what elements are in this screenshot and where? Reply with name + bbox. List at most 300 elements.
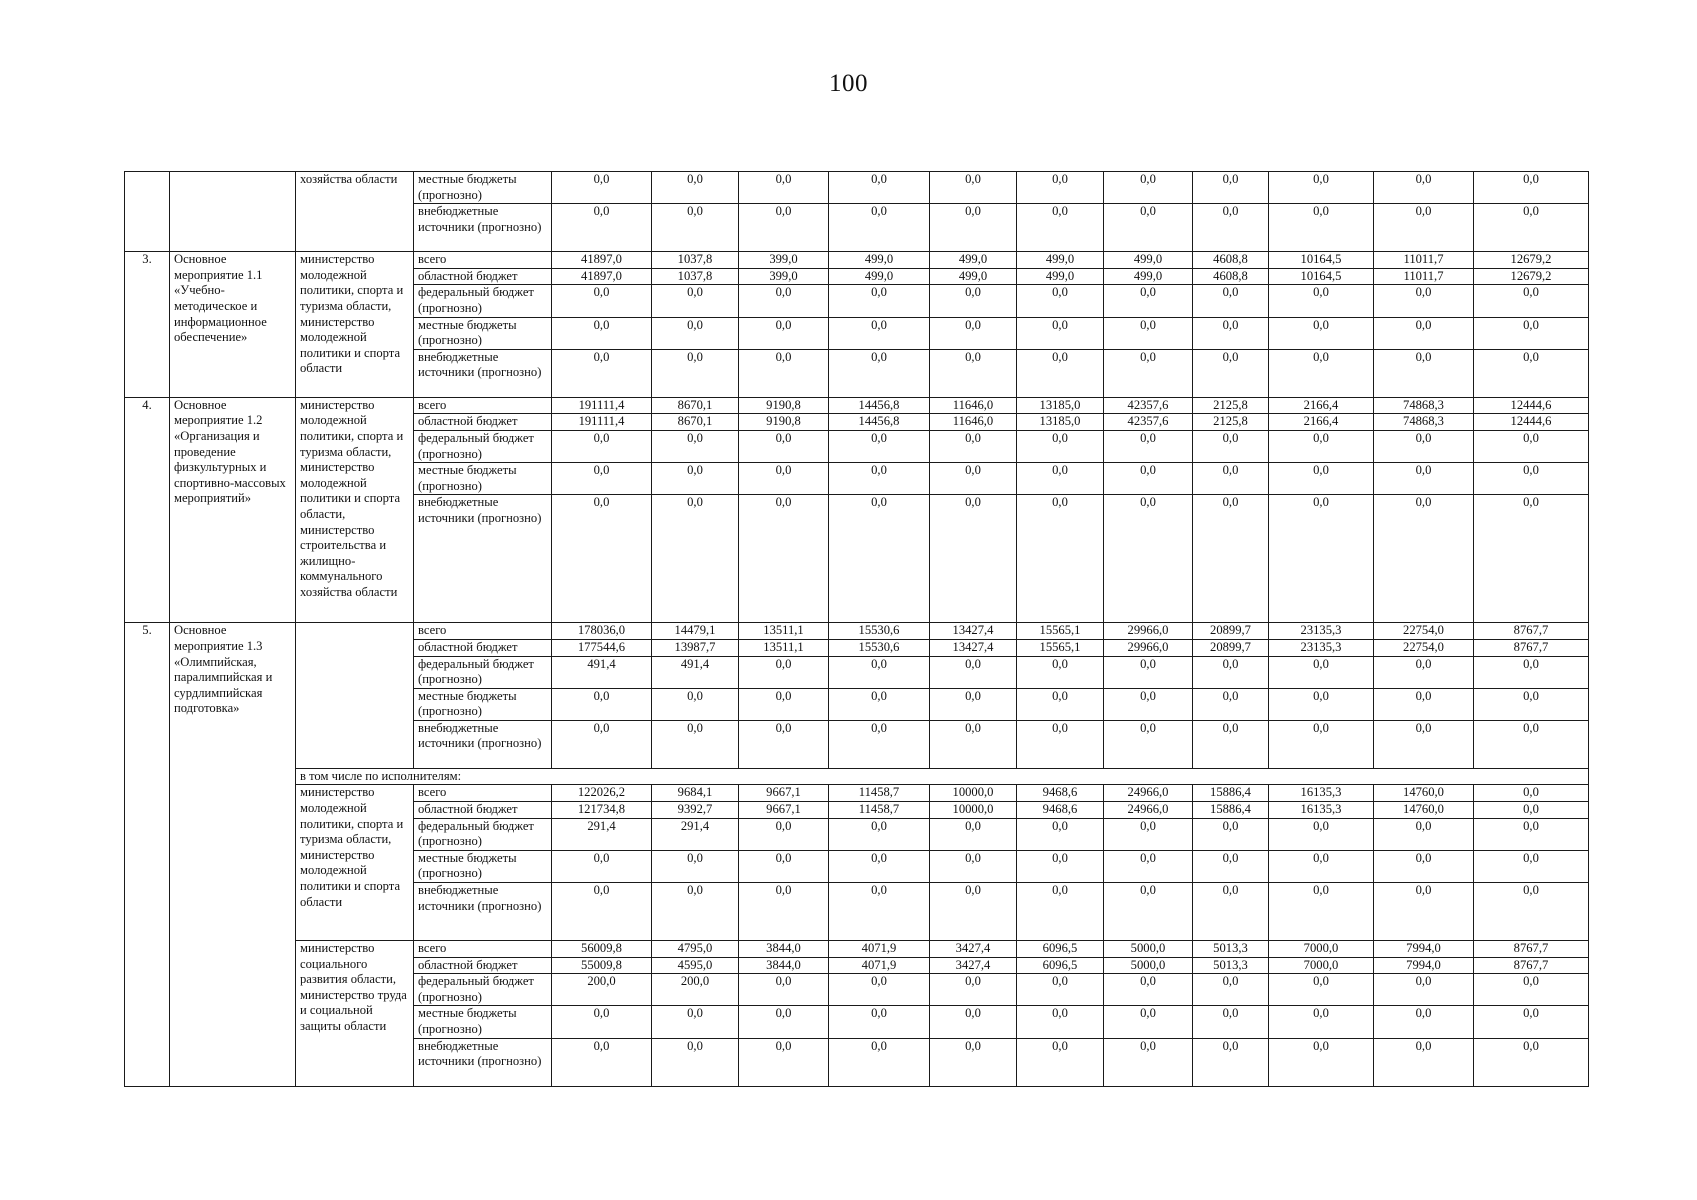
value-cell: 0,0 <box>1017 883 1104 941</box>
value-cell: 177544,6 <box>552 639 652 656</box>
funding-source: местные бюджеты (прогнозно) <box>414 1006 552 1038</box>
value-cell: 0,0 <box>1474 850 1589 882</box>
value-cell: 14760,0 <box>1374 802 1474 819</box>
executor-name <box>296 623 414 769</box>
value-cell: 0,0 <box>1374 1006 1474 1038</box>
value-cell: 15530,6 <box>829 639 930 656</box>
value-cell: 0,0 <box>1193 720 1269 768</box>
value-cell: 0,0 <box>930 883 1017 941</box>
value-cell: 0,0 <box>739 204 829 252</box>
value-cell: 0,0 <box>739 317 829 349</box>
value-cell: 0,0 <box>1193 285 1269 317</box>
value-cell: 191111,4 <box>552 414 652 431</box>
value-cell: 15565,1 <box>1017 623 1104 640</box>
value-cell: 291,4 <box>552 818 652 850</box>
value-cell: 1037,8 <box>652 268 739 285</box>
value-cell: 499,0 <box>930 268 1017 285</box>
table-row <box>125 785 1589 802</box>
value-cell: 200,0 <box>552 974 652 1006</box>
value-cell: 56009,8 <box>552 941 652 958</box>
value-cell: 0,0 <box>1269 495 1374 623</box>
value-cell: 0,0 <box>1269 720 1374 768</box>
value-cell: 4071,9 <box>829 957 930 974</box>
value-cell: 8767,7 <box>1474 639 1589 656</box>
value-cell: 2166,4 <box>1269 414 1374 431</box>
table-row <box>125 172 1589 204</box>
value-cell: 12444,6 <box>1474 414 1589 431</box>
value-cell: 0,0 <box>1104 974 1193 1006</box>
value-cell: 0,0 <box>1104 1006 1193 1038</box>
value-cell: 0,0 <box>1269 172 1374 204</box>
value-cell: 0,0 <box>652 430 739 462</box>
value-cell: 55009,8 <box>552 957 652 974</box>
funding-source: местные бюджеты (прогнозно) <box>414 172 552 204</box>
value-cell: 0,0 <box>1269 883 1374 941</box>
value-cell: 5000,0 <box>1104 941 1193 958</box>
value-cell: 122026,2 <box>552 785 652 802</box>
value-cell: 5013,3 <box>1193 941 1269 958</box>
page-number: 100 <box>829 70 868 97</box>
value-cell: 3844,0 <box>739 941 829 958</box>
funding-source: местные бюджеты (прогнозно) <box>414 850 552 882</box>
value-cell: 0,0 <box>829 204 930 252</box>
value-cell: 3844,0 <box>739 957 829 974</box>
value-cell: 3427,4 <box>930 941 1017 958</box>
value-cell: 12679,2 <box>1474 252 1589 269</box>
value-cell: 23135,3 <box>1269 639 1374 656</box>
value-cell: 9468,6 <box>1017 785 1104 802</box>
value-cell: 0,0 <box>739 850 829 882</box>
value-cell: 0,0 <box>1269 688 1374 720</box>
value-cell: 13185,0 <box>1017 397 1104 414</box>
value-cell: 0,0 <box>930 495 1017 623</box>
funding-source: внебюджетные источники (прогнозно) <box>414 495 552 623</box>
value-cell: 5000,0 <box>1104 957 1193 974</box>
value-cell: 0,0 <box>1474 802 1589 819</box>
value-cell: 0,0 <box>652 285 739 317</box>
value-cell: 0,0 <box>1104 1038 1193 1086</box>
value-cell: 0,0 <box>930 850 1017 882</box>
value-cell: 499,0 <box>1104 268 1193 285</box>
value-cell: 0,0 <box>739 172 829 204</box>
value-cell: 0,0 <box>552 317 652 349</box>
value-cell: 15565,1 <box>1017 639 1104 656</box>
funding-source: областной бюджет <box>414 268 552 285</box>
value-cell: 0,0 <box>1474 463 1589 495</box>
value-cell: 0,0 <box>1193 850 1269 882</box>
value-cell: 7994,0 <box>1374 941 1474 958</box>
value-cell: 9667,1 <box>739 785 829 802</box>
value-cell: 399,0 <box>739 252 829 269</box>
value-cell: 499,0 <box>1104 252 1193 269</box>
funding-source: внебюджетные источники (прогнозно) <box>414 883 552 941</box>
value-cell: 0,0 <box>1474 285 1589 317</box>
funding-source: внебюджетные источники (прогнозно) <box>414 1038 552 1086</box>
funding-source: внебюджетные источники (прогнозно) <box>414 204 552 252</box>
value-cell: 0,0 <box>1017 974 1104 1006</box>
value-cell: 16135,3 <box>1269 802 1374 819</box>
value-cell: 499,0 <box>930 252 1017 269</box>
funding-source: местные бюджеты (прогнозно) <box>414 463 552 495</box>
value-cell: 0,0 <box>1104 656 1193 688</box>
value-cell: 4595,0 <box>652 957 739 974</box>
value-cell: 0,0 <box>1374 883 1474 941</box>
value-cell: 0,0 <box>1474 883 1589 941</box>
table-row <box>125 941 1589 958</box>
funding-source: федеральный бюджет (прогнозно) <box>414 285 552 317</box>
value-cell: 0,0 <box>930 317 1017 349</box>
value-cell: 0,0 <box>829 1006 930 1038</box>
value-cell: 0,0 <box>829 463 930 495</box>
value-cell: 24966,0 <box>1104 802 1193 819</box>
funding-source: федеральный бюджет (прогнозно) <box>414 818 552 850</box>
value-cell: 0,0 <box>1374 317 1474 349</box>
value-cell: 0,0 <box>1193 463 1269 495</box>
measure-name: Основное мероприятие 1.1 «Учебно-методическое и информационное обеспечение» <box>170 252 296 398</box>
value-cell: 0,0 <box>552 430 652 462</box>
value-cell: 42357,6 <box>1104 397 1193 414</box>
value-cell: 0,0 <box>1104 720 1193 768</box>
value-cell: 24966,0 <box>1104 785 1193 802</box>
value-cell: 29966,0 <box>1104 639 1193 656</box>
funding-source: всего <box>414 941 552 958</box>
value-cell: 0,0 <box>739 883 829 941</box>
value-cell: 0,0 <box>1193 172 1269 204</box>
value-cell: 0,0 <box>739 720 829 768</box>
value-cell: 0,0 <box>1193 204 1269 252</box>
value-cell: 499,0 <box>829 252 930 269</box>
value-cell: 0,0 <box>739 349 829 397</box>
value-cell: 2125,8 <box>1193 397 1269 414</box>
value-cell: 12679,2 <box>1474 268 1589 285</box>
value-cell: 0,0 <box>1374 974 1474 1006</box>
funding-source: федеральный бюджет (прогнозно) <box>414 656 552 688</box>
value-cell: 0,0 <box>652 850 739 882</box>
value-cell: 13185,0 <box>1017 414 1104 431</box>
value-cell: 0,0 <box>1269 204 1374 252</box>
value-cell: 0,0 <box>652 883 739 941</box>
value-cell: 0,0 <box>930 1006 1017 1038</box>
value-cell: 0,0 <box>1374 495 1474 623</box>
value-cell: 0,0 <box>829 688 930 720</box>
measure-name <box>170 172 296 252</box>
value-cell: 0,0 <box>552 285 652 317</box>
value-cell: 8670,1 <box>652 397 739 414</box>
funding-source: местные бюджеты (прогнозно) <box>414 688 552 720</box>
value-cell: 0,0 <box>1017 463 1104 495</box>
value-cell: 121734,8 <box>552 802 652 819</box>
value-cell: 13511,1 <box>739 639 829 656</box>
value-cell: 23135,3 <box>1269 623 1374 640</box>
value-cell: 0,0 <box>1104 850 1193 882</box>
value-cell: 0,0 <box>930 430 1017 462</box>
funding-source: областной бюджет <box>414 639 552 656</box>
value-cell: 0,0 <box>552 850 652 882</box>
value-cell: 2166,4 <box>1269 397 1374 414</box>
value-cell: 15886,4 <box>1193 802 1269 819</box>
value-cell: 0,0 <box>1374 172 1474 204</box>
value-cell: 0,0 <box>930 349 1017 397</box>
value-cell: 0,0 <box>739 656 829 688</box>
value-cell: 0,0 <box>1474 818 1589 850</box>
value-cell: 0,0 <box>1104 463 1193 495</box>
value-cell: 9667,1 <box>739 802 829 819</box>
value-cell: 4608,8 <box>1193 252 1269 269</box>
value-cell: 0,0 <box>652 349 739 397</box>
value-cell: 178036,0 <box>552 623 652 640</box>
executor-name: министерство молодежной политики, спорта и туризма области, министерство молодежной политики и спорта области <box>296 252 414 398</box>
value-cell: 0,0 <box>1474 785 1589 802</box>
value-cell: 15530,6 <box>829 623 930 640</box>
funding-source: всего <box>414 397 552 414</box>
value-cell: 2125,8 <box>1193 414 1269 431</box>
table-row <box>125 397 1589 414</box>
value-cell: 0,0 <box>652 1038 739 1086</box>
value-cell: 0,0 <box>1017 495 1104 623</box>
value-cell: 0,0 <box>1374 656 1474 688</box>
executor-name: министерство социального развития области, министерство труда и социальной защиты области <box>296 941 414 1087</box>
value-cell: 8767,7 <box>1474 941 1589 958</box>
value-cell: 0,0 <box>552 1038 652 1086</box>
value-cell: 0,0 <box>1269 1006 1374 1038</box>
value-cell: 6096,5 <box>1017 957 1104 974</box>
value-cell: 0,0 <box>739 818 829 850</box>
measure-name: Основное мероприятие 1.3 «Олимпийская, паралимпийская и сурдлимпийская подготовка» <box>170 623 296 1086</box>
value-cell: 0,0 <box>930 1038 1017 1086</box>
value-cell: 0,0 <box>739 430 829 462</box>
value-cell: 10000,0 <box>930 785 1017 802</box>
value-cell: 0,0 <box>829 285 930 317</box>
value-cell: 0,0 <box>652 688 739 720</box>
value-cell: 0,0 <box>1269 656 1374 688</box>
value-cell: 9468,6 <box>1017 802 1104 819</box>
value-cell: 0,0 <box>829 720 930 768</box>
value-cell: 0,0 <box>1193 1006 1269 1038</box>
row-index <box>125 172 170 252</box>
value-cell: 0,0 <box>1017 818 1104 850</box>
value-cell: 0,0 <box>1269 463 1374 495</box>
value-cell: 0,0 <box>930 974 1017 1006</box>
funding-source: внебюджетные источники (прогнозно) <box>414 720 552 768</box>
value-cell: 0,0 <box>829 974 930 1006</box>
executor-name: министерство молодежной политики, спорта и туризма области, министерство молодежной политики и спорта области, министерство строительства и жилищно-коммунального хозяйства области <box>296 397 414 623</box>
budget-table <box>124 171 1589 1087</box>
value-cell: 499,0 <box>1017 268 1104 285</box>
value-cell: 0,0 <box>829 850 930 882</box>
value-cell: 12444,6 <box>1474 397 1589 414</box>
value-cell: 0,0 <box>930 204 1017 252</box>
row-index: 5. <box>125 623 170 1086</box>
value-cell: 6096,5 <box>1017 941 1104 958</box>
value-cell: 399,0 <box>739 268 829 285</box>
value-cell: 0,0 <box>829 656 930 688</box>
value-cell: 0,0 <box>1104 317 1193 349</box>
value-cell: 0,0 <box>1193 317 1269 349</box>
value-cell: 0,0 <box>829 1038 930 1086</box>
value-cell: 13511,1 <box>739 623 829 640</box>
value-cell: 0,0 <box>1104 349 1193 397</box>
value-cell: 11646,0 <box>930 414 1017 431</box>
value-cell: 0,0 <box>930 463 1017 495</box>
value-cell: 0,0 <box>552 688 652 720</box>
value-cell: 9684,1 <box>652 785 739 802</box>
funding-source: внебюджетные источники (прогнозно) <box>414 349 552 397</box>
value-cell: 0,0 <box>1017 850 1104 882</box>
value-cell: 0,0 <box>652 1006 739 1038</box>
measure-name: Основное мероприятие 1.2 «Организация и проведение физкультурных и спортивно-массовых мероприятий» <box>170 397 296 623</box>
value-cell: 9190,8 <box>739 397 829 414</box>
value-cell: 11011,7 <box>1374 268 1474 285</box>
value-cell: 0,0 <box>652 720 739 768</box>
value-cell: 0,0 <box>1193 495 1269 623</box>
value-cell: 0,0 <box>1474 430 1589 462</box>
value-cell: 0,0 <box>829 172 930 204</box>
value-cell: 0,0 <box>829 430 930 462</box>
value-cell: 0,0 <box>1104 495 1193 623</box>
value-cell: 0,0 <box>1017 1038 1104 1086</box>
value-cell: 10164,5 <box>1269 252 1374 269</box>
value-cell: 491,4 <box>552 656 652 688</box>
value-cell: 0,0 <box>1269 818 1374 850</box>
value-cell: 191111,4 <box>552 397 652 414</box>
value-cell: 0,0 <box>1017 430 1104 462</box>
value-cell: 0,0 <box>1017 204 1104 252</box>
value-cell: 291,4 <box>652 818 739 850</box>
value-cell: 0,0 <box>1374 1038 1474 1086</box>
value-cell: 0,0 <box>930 688 1017 720</box>
value-cell: 0,0 <box>739 1038 829 1086</box>
value-cell: 13987,7 <box>652 639 739 656</box>
value-cell: 11458,7 <box>829 802 930 819</box>
value-cell: 14456,8 <box>829 414 930 431</box>
value-cell: 0,0 <box>1017 720 1104 768</box>
value-cell: 0,0 <box>739 688 829 720</box>
value-cell: 0,0 <box>1017 688 1104 720</box>
executor-name: хозяйства области <box>296 172 414 252</box>
value-cell: 0,0 <box>829 883 930 941</box>
value-cell: 7000,0 <box>1269 957 1374 974</box>
value-cell: 0,0 <box>1193 430 1269 462</box>
value-cell: 0,0 <box>1474 204 1589 252</box>
value-cell: 74868,3 <box>1374 414 1474 431</box>
value-cell: 0,0 <box>652 463 739 495</box>
value-cell: 0,0 <box>1017 317 1104 349</box>
value-cell: 15886,4 <box>1193 785 1269 802</box>
row-index: 4. <box>125 397 170 623</box>
value-cell: 0,0 <box>1193 1038 1269 1086</box>
value-cell: 0,0 <box>1474 349 1589 397</box>
value-cell: 0,0 <box>1104 172 1193 204</box>
value-cell: 11458,7 <box>829 785 930 802</box>
value-cell: 0,0 <box>1474 720 1589 768</box>
value-cell: 0,0 <box>739 495 829 623</box>
value-cell: 0,0 <box>1017 285 1104 317</box>
row-index: 3. <box>125 252 170 398</box>
value-cell: 0,0 <box>1193 818 1269 850</box>
value-cell: 0,0 <box>1104 430 1193 462</box>
value-cell: 0,0 <box>552 495 652 623</box>
value-cell: 1037,8 <box>652 252 739 269</box>
value-cell: 0,0 <box>739 463 829 495</box>
value-cell: 0,0 <box>1474 495 1589 623</box>
value-cell: 0,0 <box>1017 1006 1104 1038</box>
value-cell: 0,0 <box>1193 656 1269 688</box>
value-cell: 0,0 <box>930 720 1017 768</box>
value-cell: 22754,0 <box>1374 623 1474 640</box>
value-cell: 8670,1 <box>652 414 739 431</box>
value-cell: 0,0 <box>1269 1038 1374 1086</box>
value-cell: 7000,0 <box>1269 941 1374 958</box>
value-cell: 0,0 <box>1374 688 1474 720</box>
value-cell: 13427,4 <box>930 639 1017 656</box>
value-cell: 0,0 <box>1193 883 1269 941</box>
value-cell: 5013,3 <box>1193 957 1269 974</box>
value-cell: 0,0 <box>652 172 739 204</box>
value-cell: 4795,0 <box>652 941 739 958</box>
value-cell: 0,0 <box>1474 688 1589 720</box>
value-cell: 0,0 <box>1269 285 1374 317</box>
value-cell: 0,0 <box>1269 317 1374 349</box>
value-cell: 0,0 <box>1474 172 1589 204</box>
value-cell: 41897,0 <box>552 252 652 269</box>
value-cell: 0,0 <box>1474 1038 1589 1086</box>
value-cell: 0,0 <box>1374 818 1474 850</box>
value-cell: 0,0 <box>1269 974 1374 1006</box>
value-cell: 4071,9 <box>829 941 930 958</box>
value-cell: 0,0 <box>739 285 829 317</box>
value-cell: 14760,0 <box>1374 785 1474 802</box>
funding-source: областной бюджет <box>414 957 552 974</box>
value-cell: 0,0 <box>1104 883 1193 941</box>
value-cell: 0,0 <box>552 1006 652 1038</box>
value-cell: 0,0 <box>829 495 930 623</box>
value-cell: 0,0 <box>552 720 652 768</box>
value-cell: 0,0 <box>1017 349 1104 397</box>
value-cell: 29966,0 <box>1104 623 1193 640</box>
funding-source: всего <box>414 623 552 640</box>
value-cell: 0,0 <box>829 818 930 850</box>
value-cell: 20899,7 <box>1193 623 1269 640</box>
value-cell: 0,0 <box>1374 285 1474 317</box>
value-cell: 0,0 <box>1374 463 1474 495</box>
value-cell: 20899,7 <box>1193 639 1269 656</box>
value-cell: 200,0 <box>652 974 739 1006</box>
value-cell: 0,0 <box>1474 1006 1589 1038</box>
value-cell: 4608,8 <box>1193 268 1269 285</box>
value-cell: 0,0 <box>1374 720 1474 768</box>
value-cell: 0,0 <box>1269 349 1374 397</box>
value-cell: 0,0 <box>552 883 652 941</box>
value-cell: 10000,0 <box>930 802 1017 819</box>
value-cell: 0,0 <box>1104 688 1193 720</box>
value-cell: 499,0 <box>1017 252 1104 269</box>
funding-source: местные бюджеты (прогнозно) <box>414 317 552 349</box>
value-cell: 11646,0 <box>930 397 1017 414</box>
value-cell: 41897,0 <box>552 268 652 285</box>
table-row <box>125 252 1589 269</box>
value-cell: 0,0 <box>652 204 739 252</box>
value-cell: 0,0 <box>1104 204 1193 252</box>
value-cell: 11011,7 <box>1374 252 1474 269</box>
value-cell: 0,0 <box>652 317 739 349</box>
value-cell: 14456,8 <box>829 397 930 414</box>
value-cell: 0,0 <box>1104 285 1193 317</box>
value-cell: 0,0 <box>930 818 1017 850</box>
value-cell: 0,0 <box>739 1006 829 1038</box>
value-cell: 0,0 <box>1374 430 1474 462</box>
value-cell: 8767,7 <box>1474 623 1589 640</box>
value-cell: 0,0 <box>1269 850 1374 882</box>
